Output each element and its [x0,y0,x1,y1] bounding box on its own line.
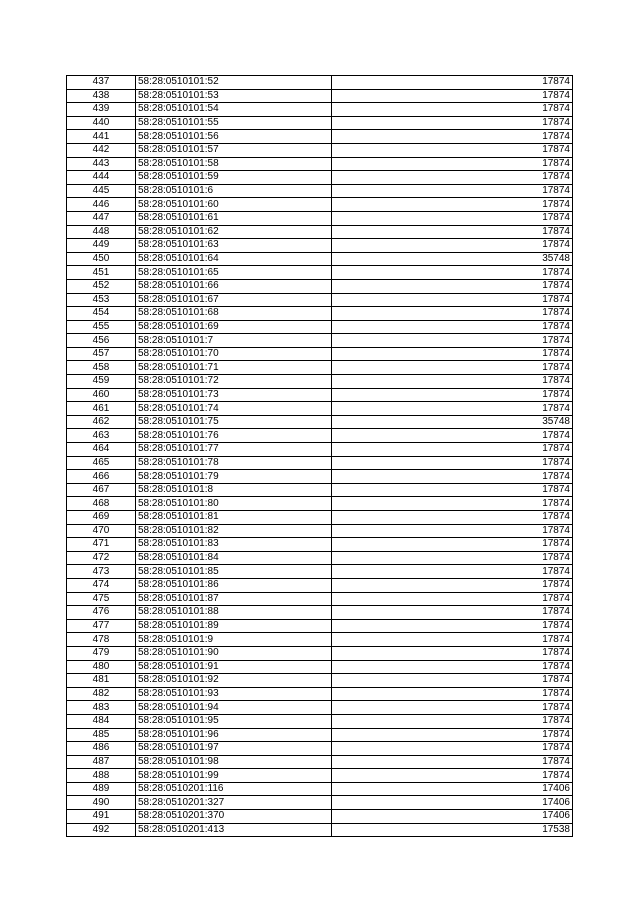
table-row [67,619,573,633]
table-row [67,565,573,579]
row-number-cell: 447 [67,211,136,225]
value-cell: 17874 [332,511,573,525]
cadastral-number-cell: 58:28:0510101:96 [136,728,332,742]
value-cell: 17874 [332,375,573,389]
row-number-cell: 450 [67,252,136,266]
table-row [67,782,573,796]
cadastral-number-cell: 58:28:0510101:77 [136,443,332,457]
table-row [67,660,573,674]
value-cell: 17874 [332,211,573,225]
row-number-cell: 472 [67,551,136,565]
value-cell: 17874 [332,660,573,674]
table-row [67,293,573,307]
table-row [67,483,573,497]
value-cell: 17874 [332,103,573,117]
row-number-cell: 484 [67,714,136,728]
value-cell: 17406 [332,810,573,824]
row-number-cell: 454 [67,307,136,321]
value-cell: 17874 [332,483,573,497]
table-row [67,497,573,511]
row-number-cell: 491 [67,810,136,824]
row-number-cell: 480 [67,660,136,674]
table-row [67,266,573,280]
value-cell: 17874 [332,171,573,185]
table-row [67,551,573,565]
value-cell: 17874 [332,266,573,280]
value-cell: 17874 [332,293,573,307]
table-row [67,130,573,144]
cadastral-number-cell: 58:28:0510101:56 [136,130,332,144]
table-row [67,239,573,253]
value-cell: 17874 [332,646,573,660]
value-cell: 17874 [332,184,573,198]
value-cell: 17874 [332,388,573,402]
cadastral-number-cell: 58:28:0510101:52 [136,76,332,90]
cadastral-number-cell: 58:28:0510101:63 [136,239,332,253]
value-cell: 17874 [332,470,573,484]
cadastral-number-cell: 58:28:0510101:64 [136,252,332,266]
table-row [67,76,573,90]
row-number-cell: 455 [67,320,136,334]
row-number-cell: 437 [67,76,136,90]
value-cell: 17874 [332,334,573,348]
row-number-cell: 458 [67,361,136,375]
parcel-table [66,75,573,837]
cadastral-number-cell: 58:28:0510101:76 [136,429,332,443]
row-number-cell: 479 [67,646,136,660]
table-row [67,184,573,198]
row-number-cell: 486 [67,742,136,756]
table-row [67,252,573,266]
value-cell: 17874 [332,674,573,688]
cadastral-number-cell: 58:28:0510101:59 [136,171,332,185]
row-number-cell: 481 [67,674,136,688]
cadastral-number-cell: 58:28:0510101:85 [136,565,332,579]
value-cell: 17874 [332,769,573,783]
cadastral-number-cell: 58:28:0510101:87 [136,592,332,606]
cadastral-number-cell: 58:28:0510101:99 [136,769,332,783]
table-row [67,279,573,293]
table-row [67,538,573,552]
value-cell: 17874 [332,592,573,606]
value-cell: 17874 [332,755,573,769]
row-number-cell: 464 [67,443,136,457]
value-cell: 17406 [332,782,573,796]
row-number-cell: 452 [67,279,136,293]
value-cell: 17874 [332,157,573,171]
table-row [67,687,573,701]
value-cell: 17874 [332,633,573,647]
table-row [67,171,573,185]
cadastral-number-cell: 58:28:0510101:72 [136,375,332,389]
cadastral-number-cell: 58:28:0510101:93 [136,687,332,701]
cadastral-number-cell: 58:28:0510101:68 [136,307,332,321]
row-number-cell: 439 [67,103,136,117]
table-row [67,116,573,130]
cadastral-number-cell: 58:28:0510101:92 [136,674,332,688]
value-cell: 17874 [332,320,573,334]
row-number-cell: 482 [67,687,136,701]
value-cell: 17874 [332,279,573,293]
value-cell: 17874 [332,742,573,756]
cadastral-number-cell: 58:28:0510201:413 [136,823,332,837]
value-cell: 17874 [332,225,573,239]
cadastral-number-cell: 58:28:0510101:90 [136,646,332,660]
value-cell: 17874 [332,497,573,511]
table-row [67,429,573,443]
row-number-cell: 448 [67,225,136,239]
value-cell: 17874 [332,565,573,579]
table-row [67,755,573,769]
cadastral-number-cell: 58:28:0510101:58 [136,157,332,171]
value-cell: 17874 [332,551,573,565]
table-row [67,198,573,212]
parcel-table-body [67,76,573,837]
cadastral-number-cell: 58:28:0510101:82 [136,524,332,538]
row-number-cell: 466 [67,470,136,484]
table-row [67,307,573,321]
cadastral-number-cell: 58:28:0510101:69 [136,320,332,334]
value-cell: 17874 [332,130,573,144]
value-cell: 17874 [332,524,573,538]
cadastral-number-cell: 58:28:0510101:57 [136,143,332,157]
row-number-cell: 470 [67,524,136,538]
value-cell: 17874 [332,347,573,361]
cadastral-number-cell: 58:28:0510101:94 [136,701,332,715]
cadastral-number-cell: 58:28:0510101:54 [136,103,332,117]
row-number-cell: 443 [67,157,136,171]
cadastral-number-cell: 58:28:0510101:86 [136,578,332,592]
cadastral-number-cell: 58:28:0510101:91 [136,660,332,674]
row-number-cell: 456 [67,334,136,348]
value-cell: 17874 [332,538,573,552]
value-cell: 35748 [332,252,573,266]
table-row [67,402,573,416]
table-row [67,714,573,728]
table-row [67,742,573,756]
row-number-cell: 461 [67,402,136,416]
table-row [67,511,573,525]
value-cell: 35748 [332,415,573,429]
cadastral-number-cell: 58:28:0510101:70 [136,347,332,361]
cadastral-number-cell: 58:28:0510101:98 [136,755,332,769]
value-cell: 17874 [332,687,573,701]
value-cell: 17874 [332,239,573,253]
row-number-cell: 462 [67,415,136,429]
row-number-cell: 487 [67,755,136,769]
row-number-cell: 444 [67,171,136,185]
row-number-cell: 453 [67,293,136,307]
table-row [67,347,573,361]
table-row [67,728,573,742]
row-number-cell: 440 [67,116,136,130]
cadastral-number-cell: 58:28:0510101:7 [136,334,332,348]
row-number-cell: 468 [67,497,136,511]
table-row [67,470,573,484]
row-number-cell: 489 [67,782,136,796]
table-row [67,769,573,783]
row-number-cell: 459 [67,375,136,389]
table-row [67,633,573,647]
row-number-cell: 485 [67,728,136,742]
row-number-cell: 441 [67,130,136,144]
table-row [67,701,573,715]
value-cell: 17874 [332,714,573,728]
row-number-cell: 449 [67,239,136,253]
table-row [67,810,573,824]
cadastral-number-cell: 58:28:0510101:83 [136,538,332,552]
row-number-cell: 465 [67,456,136,470]
row-number-cell: 483 [67,701,136,715]
cadastral-number-cell: 58:28:0510201:327 [136,796,332,810]
table-row [67,375,573,389]
cadastral-number-cell: 58:28:0510201:116 [136,782,332,796]
table-row [67,157,573,171]
row-number-cell: 438 [67,89,136,103]
value-cell: 17874 [332,76,573,90]
row-number-cell: 457 [67,347,136,361]
row-number-cell: 476 [67,606,136,620]
table-row [67,606,573,620]
cadastral-number-cell: 58:28:0510101:75 [136,415,332,429]
cadastral-number-cell: 58:28:0510101:81 [136,511,332,525]
table-row [67,674,573,688]
row-number-cell: 460 [67,388,136,402]
value-cell: 17874 [332,443,573,457]
row-number-cell: 473 [67,565,136,579]
cadastral-number-cell: 58:28:0510101:80 [136,497,332,511]
value-cell: 17874 [332,429,573,443]
cadastral-number-cell: 58:28:0510101:6 [136,184,332,198]
cadastral-number-cell: 58:28:0510101:53 [136,89,332,103]
table-row [67,89,573,103]
row-number-cell: 492 [67,823,136,837]
value-cell: 17874 [332,307,573,321]
cadastral-number-cell: 58:28:0510101:65 [136,266,332,280]
cadastral-number-cell: 58:28:0510101:9 [136,633,332,647]
table-row [67,415,573,429]
row-number-cell: 469 [67,511,136,525]
value-cell: 17874 [332,361,573,375]
table-row [67,823,573,837]
table-row [67,320,573,334]
row-number-cell: 451 [67,266,136,280]
table-row [67,646,573,660]
table-row [67,103,573,117]
row-number-cell: 463 [67,429,136,443]
row-number-cell: 446 [67,198,136,212]
row-number-cell: 471 [67,538,136,552]
row-number-cell: 442 [67,143,136,157]
cadastral-number-cell: 58:28:0510101:88 [136,606,332,620]
table-row [67,524,573,538]
cadastral-number-cell: 58:28:0510101:8 [136,483,332,497]
cadastral-number-cell: 58:28:0510101:95 [136,714,332,728]
row-number-cell: 467 [67,483,136,497]
cadastral-number-cell: 58:28:0510101:78 [136,456,332,470]
value-cell: 17874 [332,402,573,416]
row-number-cell: 490 [67,796,136,810]
table-row [67,211,573,225]
cadastral-number-cell: 58:28:0510101:66 [136,279,332,293]
value-cell: 17874 [332,116,573,130]
value-cell: 17874 [332,728,573,742]
cadastral-number-cell: 58:28:0510101:61 [136,211,332,225]
cadastral-number-cell: 58:28:0510101:79 [136,470,332,484]
value-cell: 17874 [332,456,573,470]
table-row [67,143,573,157]
cadastral-number-cell: 58:28:0510101:84 [136,551,332,565]
table-row [67,578,573,592]
cadastral-number-cell: 58:28:0510201:370 [136,810,332,824]
value-cell: 17874 [332,198,573,212]
row-number-cell: 488 [67,769,136,783]
value-cell: 17874 [332,578,573,592]
row-number-cell: 477 [67,619,136,633]
cadastral-number-cell: 58:28:0510101:62 [136,225,332,239]
row-number-cell: 445 [67,184,136,198]
value-cell: 17874 [332,606,573,620]
table-row [67,796,573,810]
cadastral-number-cell: 58:28:0510101:74 [136,402,332,416]
row-number-cell: 478 [67,633,136,647]
cadastral-number-cell: 58:28:0510101:60 [136,198,332,212]
row-number-cell: 474 [67,578,136,592]
value-cell: 17874 [332,89,573,103]
row-number-cell: 475 [67,592,136,606]
value-cell: 17538 [332,823,573,837]
cadastral-number-cell: 58:28:0510101:73 [136,388,332,402]
table-row [67,456,573,470]
table-row [67,334,573,348]
value-cell: 17874 [332,619,573,633]
table-row [67,592,573,606]
value-cell: 17874 [332,143,573,157]
value-cell: 17406 [332,796,573,810]
cadastral-number-cell: 58:28:0510101:71 [136,361,332,375]
table-row [67,443,573,457]
table-row [67,388,573,402]
table-row [67,361,573,375]
cadastral-number-cell: 58:28:0510101:55 [136,116,332,130]
cadastral-number-cell: 58:28:0510101:97 [136,742,332,756]
cadastral-number-cell: 58:28:0510101:89 [136,619,332,633]
cadastral-number-cell: 58:28:0510101:67 [136,293,332,307]
value-cell: 17874 [332,701,573,715]
table-row [67,225,573,239]
